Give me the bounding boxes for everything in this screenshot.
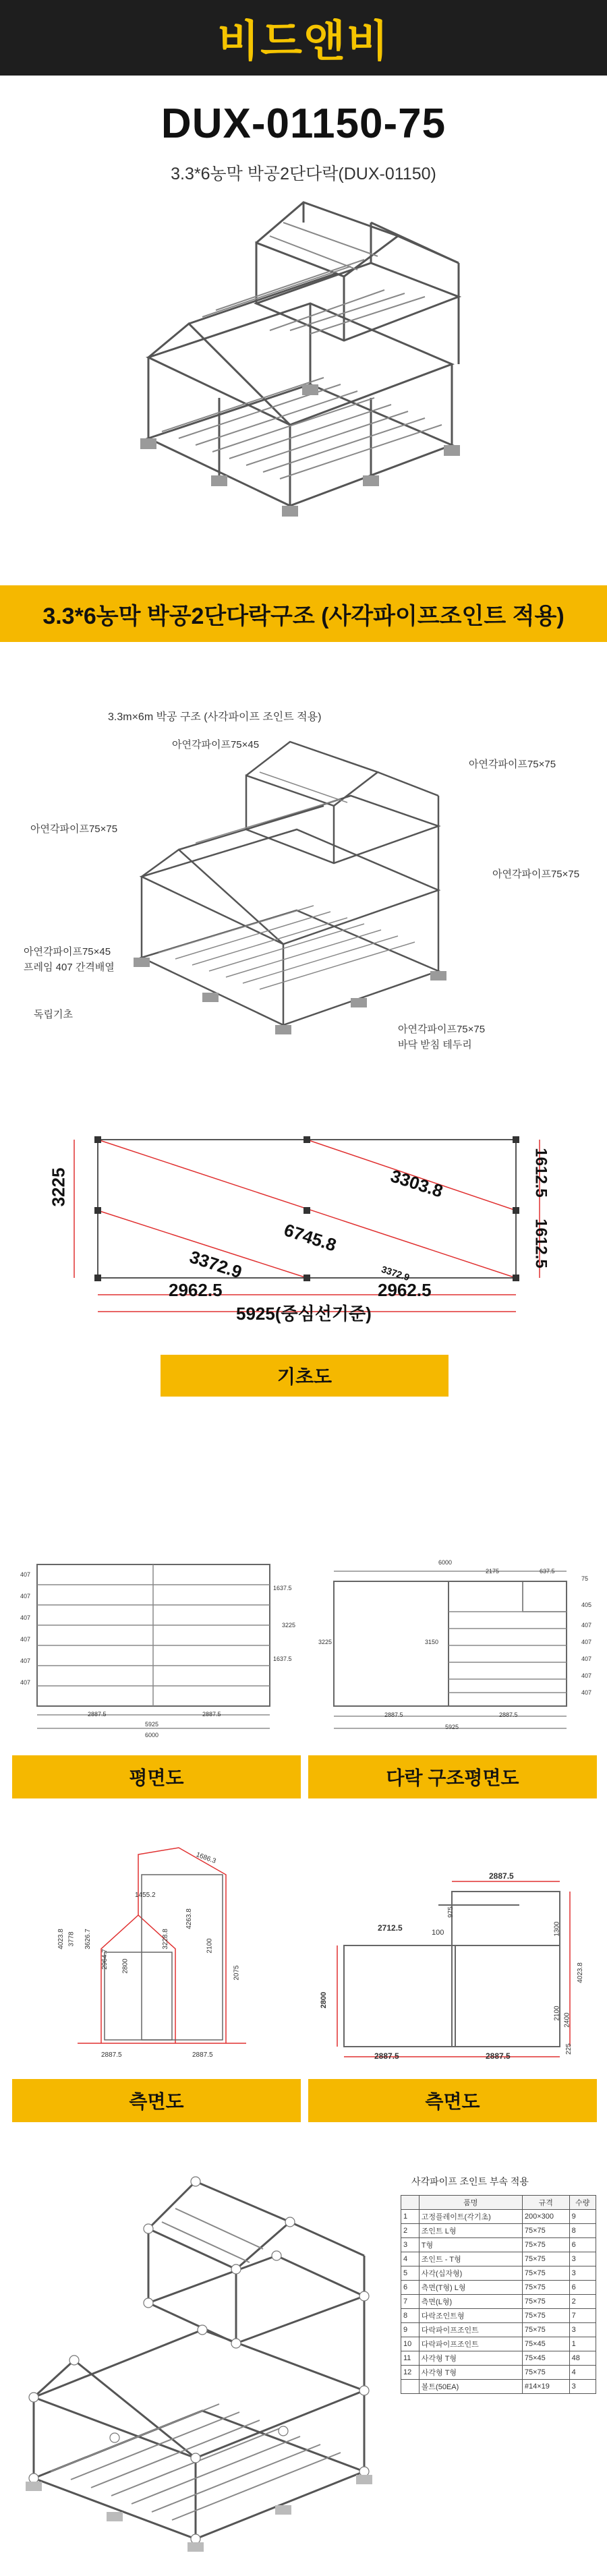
label-pipe-3: 아연각파이프75×75 [30, 823, 118, 835]
part-qty: 48 [569, 2351, 596, 2366]
loft-dim-half-left: 2887.5 [384, 1711, 403, 1718]
col-spec: 규격 [522, 2196, 569, 2210]
label-frame-spacing: 프레임 407 간격배열 [24, 962, 115, 973]
loft-dim-637: 637.5 [540, 1568, 555, 1575]
dim-bottom-total: 5925(중심선기준) [236, 1304, 372, 1324]
part-no: 10 [401, 2337, 420, 2351]
parts-table-title: 사각파이프 조인트 부속 적용 [411, 2176, 529, 2187]
col-qty: 수량 [569, 2196, 596, 2210]
part-qty: 6 [569, 2281, 596, 2295]
side-dim-1455: 1455.2 [135, 1892, 156, 1899]
part-no: 6 [401, 2281, 420, 2295]
part-no: 2 [401, 2224, 420, 2238]
parts-table-row [401, 2309, 596, 2323]
label-floor-rim: 바닥 받침 테두리 [398, 1039, 472, 1051]
floor-dim-half-left: 2887.5 [88, 1711, 107, 1718]
part-name: 사각형 T형 [419, 2351, 522, 2366]
hero-frame-drawing [135, 196, 486, 546]
dim-right-lower: 1612.5 [531, 1219, 550, 1268]
part-no: 5 [401, 2266, 420, 2281]
side-view-right [330, 1865, 580, 2067]
brand-logo: 비드앤비 [217, 17, 390, 67]
label-foundation: 독립기초 [34, 1009, 73, 1020]
parts-table-row [401, 2366, 596, 2380]
loft-dim-407-2: 407 [581, 1639, 592, 1645]
side-r-dim-2712: 2712.5 [378, 1923, 403, 1933]
part-spec: 75×75 [522, 2309, 569, 2323]
floor-dim-5925: 5925 [145, 1721, 159, 1728]
structure-drawing [128, 742, 479, 1052]
side-dim-2100: 2100 [206, 1938, 214, 1954]
part-qty: 3 [569, 2252, 596, 2266]
loft-dim-407-1: 407 [581, 1622, 592, 1629]
side-dim-3778: 3778 [67, 1931, 76, 1947]
loft-plan [320, 1554, 590, 1736]
floor-dim-407-4: 407 [20, 1636, 31, 1643]
side-dim-right-half: 2887.5 [192, 2051, 213, 2059]
part-spec: 75×75 [522, 2266, 569, 2281]
exploded-parts-drawing [13, 2168, 391, 2559]
part-name: 고정플레이트(각기초) [419, 2210, 522, 2224]
part-spec: 75×75 [522, 2252, 569, 2266]
loft-dim-3225: 3225 [318, 1639, 333, 1645]
side-r-dim-2100: 2100 [553, 2006, 561, 2021]
part-name: 측면(L형) [419, 2295, 522, 2309]
col-name: 품명 [419, 2196, 522, 2210]
floor-dim-half-right: 2887.5 [202, 1711, 221, 1718]
part-name: 다락파이프조인트 [419, 2323, 522, 2337]
floor-dim-407-1: 407 [20, 1571, 31, 1578]
part-no: 8 [401, 2309, 420, 2323]
part-no: 3 [401, 2238, 420, 2252]
side-r-dim-2400: 2400 [563, 2012, 571, 2028]
side-dim-left-half: 2887.5 [101, 2051, 122, 2059]
side-r-dim-4023: 4023.8 [576, 1962, 584, 1983]
parts-table-row [401, 2210, 596, 2224]
dim-diagonal-long: 6745.8 [281, 1219, 339, 1256]
loft-dim-half-right: 2887.5 [499, 1711, 518, 1718]
dim-bottom-right: 2962.5 [378, 1280, 432, 1300]
label-pipe-5: 아연각파이프75×45 [24, 946, 111, 958]
side-r-dim-1300: 1300 [553, 1921, 561, 1937]
part-qty: 8 [569, 2224, 596, 2238]
parts-table-header [401, 2196, 596, 2210]
part-qty: 4 [569, 2366, 596, 2380]
part-name: 측면(T형) L형 [419, 2281, 522, 2295]
parts-table-row [401, 2351, 596, 2366]
part-no: 1 [401, 2210, 420, 2224]
label-pipe-1: 아연각파이프75×45 [172, 739, 260, 751]
side-r-dim-2800: 2800 [320, 1991, 328, 2009]
part-no: 11 [401, 2351, 420, 2366]
part-spec: 75×75 [522, 2224, 569, 2238]
side-dim-4263: 4263.8 [185, 1908, 193, 1929]
product-subtitle: 3.3*6농막 박공2단다락(DUX-01150) [171, 165, 436, 183]
part-qty: 6 [569, 2238, 596, 2252]
floor-dim-1637-bottom: 1637.5 [273, 1656, 292, 1662]
part-spec: 75×75 [522, 2238, 569, 2252]
label-pipe-6: 아연각파이프75×75 [398, 1024, 486, 1035]
dim-diagonal-small: 3372.9 [380, 1263, 411, 1283]
part-qty: 3 [569, 2323, 596, 2337]
loft-plan-button: 다락 구조평면도 [308, 1755, 597, 1798]
part-no: 12 [401, 2366, 420, 2380]
dim-right-upper: 1612.5 [531, 1148, 550, 1198]
side-dim-3228: 3228.8 [161, 1929, 169, 1950]
part-spec: 75×75 [522, 2366, 569, 2380]
part-no: 9 [401, 2323, 420, 2337]
part-qty: 3 [569, 2380, 596, 2394]
foundation-button: 기초도 [161, 1355, 449, 1397]
parts-table-row [401, 2238, 596, 2252]
product-model: DUX-01150-75 [161, 100, 446, 147]
dim-diagonal-lower: 3372.9 [187, 1246, 245, 1283]
floor-dim-407-2: 407 [20, 1593, 31, 1600]
loft-dim-407-3: 407 [581, 1656, 592, 1662]
part-name: 사각형 T형 [419, 2366, 522, 2380]
part-name: 다락조인트형 [419, 2309, 522, 2323]
brand-header [0, 0, 607, 76]
floor-dim-407-5: 407 [20, 1658, 31, 1664]
parts-table-row [401, 2380, 596, 2394]
part-qty: 7 [569, 2309, 596, 2323]
section-banner: 3.3*6농막 박공2단다락구조 (사각파이프조인트 적용) [0, 585, 607, 642]
loft-dim-3150: 3150 [425, 1639, 439, 1645]
part-name: 사각(십자형) [419, 2266, 522, 2281]
part-spec: #14×19 [522, 2380, 569, 2394]
loft-dim-6000: 6000 [438, 1559, 453, 1566]
label-pipe-4: 아연각파이프75×75 [492, 869, 580, 880]
col-no [401, 2196, 420, 2210]
loft-dim-407-5: 407 [581, 1689, 592, 1696]
part-name: 다락파이프조인트 [419, 2337, 522, 2351]
parts-table-row [401, 2323, 596, 2337]
part-no: 4 [401, 2252, 420, 2266]
part-qty: 3 [569, 2266, 596, 2281]
floor-plan-button: 평면도 [12, 1755, 301, 1798]
part-name: 조인트 L형 [419, 2224, 522, 2238]
part-spec: 75×75 [522, 2281, 569, 2295]
part-name: T형 [419, 2238, 522, 2252]
side-r-dim-left-half: 2887.5 [374, 2051, 399, 2061]
part-spec: 75×75 [522, 2295, 569, 2309]
part-spec: 75×75 [522, 2323, 569, 2337]
side-dim-1686: 1686.3 [195, 1851, 217, 1865]
part-spec: 75×45 [522, 2351, 569, 2366]
floor-dim-3225: 3225 [282, 1622, 296, 1629]
side-r-dim-2887-top: 2887.5 [489, 1871, 514, 1881]
part-qty: 9 [569, 2210, 596, 2224]
part-spec: 200×300 [522, 2210, 569, 2224]
side-r-dim-975: 975 [446, 1906, 455, 1918]
side-dim-2800: 2800 [121, 1958, 129, 1974]
side-dim-2075: 2075 [233, 1965, 241, 1981]
part-no: 7 [401, 2295, 420, 2309]
side-r-dim-100: 100 [432, 1929, 444, 1937]
floor-plan [27, 1554, 283, 1736]
dim-diagonal-upper: 3303.8 [388, 1165, 446, 1202]
part-qty: 1 [569, 2337, 596, 2351]
loft-dim-407-4: 407 [581, 1672, 592, 1679]
loft-dim-75: 75 [581, 1575, 589, 1582]
dim-left-total: 3225 [48, 1167, 69, 1207]
part-name: 조인트 - T형 [419, 2252, 522, 2266]
part-name: 볼트(50EA) [419, 2380, 522, 2394]
side-r-dim-right-half: 2887.5 [486, 2051, 511, 2061]
side-view-button-right: 측면도 [308, 2079, 597, 2122]
side-view-button-left: 측면도 [12, 2079, 301, 2122]
part-spec: 75×45 [522, 2337, 569, 2351]
loft-dim-5925: 5925 [445, 1724, 459, 1730]
parts-table-row [401, 2252, 596, 2266]
side-dim-3626: 3626.7 [84, 1929, 92, 1950]
parts-table [401, 2195, 596, 2394]
floor-dim-407-6: 407 [20, 1679, 31, 1686]
side-dim-2964: 2964.7 [100, 1949, 109, 1970]
floor-dim-6000: 6000 [145, 1732, 159, 1738]
loft-dim-2175: 2175 [486, 1568, 500, 1575]
floor-dim-1637-top: 1637.5 [273, 1585, 292, 1591]
part-qty: 2 [569, 2295, 596, 2309]
parts-table-row [401, 2266, 596, 2281]
parts-table-row [401, 2281, 596, 2295]
side-dim-4023: 4023.8 [57, 1929, 65, 1950]
label-pipe-2: 아연각파이프75×75 [469, 759, 556, 770]
dim-bottom-left: 2962.5 [169, 1280, 223, 1300]
structure-title: 3.3m×6m 박공 구조 (사각파이프 조인트 적용) [108, 711, 322, 723]
floor-dim-407-3: 407 [20, 1614, 31, 1621]
parts-table-row [401, 2337, 596, 2351]
loft-dim-405: 405 [581, 1602, 592, 1608]
side-r-dim-225: 225 [565, 2043, 573, 2055]
side-view-left [64, 1848, 266, 2063]
parts-table-row [401, 2295, 596, 2309]
parts-table-row [401, 2224, 596, 2238]
part-no [401, 2380, 420, 2394]
